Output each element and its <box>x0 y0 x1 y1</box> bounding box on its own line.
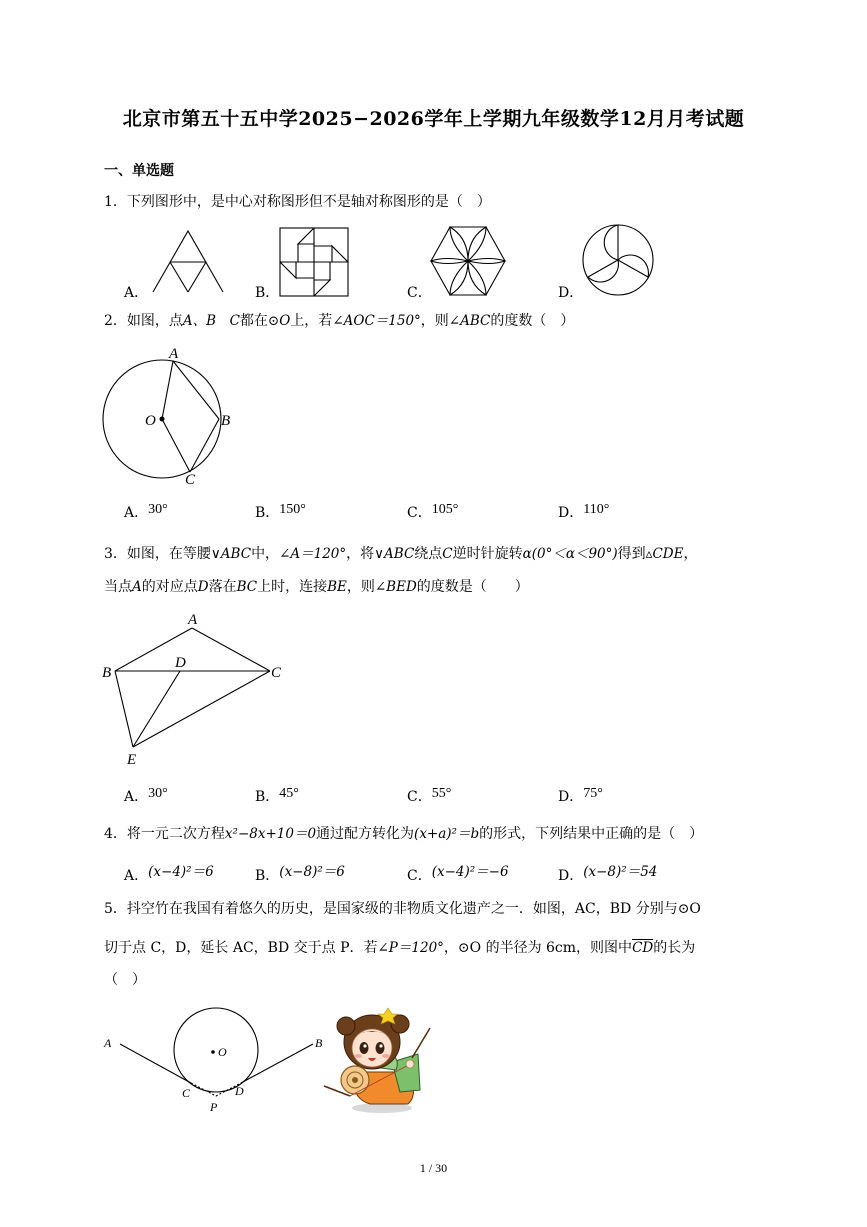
q5-label-b: B <box>315 1036 323 1050</box>
q4-option-a: A．(x−4)²＝6 <box>124 864 214 884</box>
q4-option-c: C．(x−4)²＝−6 <box>407 864 509 884</box>
q2-label-o: O <box>145 413 156 429</box>
q3-label-c: C <box>271 665 282 681</box>
q1-option-a-label: A． <box>124 285 149 301</box>
q5-label-o: O <box>218 1045 227 1059</box>
q3-label-d: D <box>175 655 186 671</box>
q5-label-p: P <box>210 1100 218 1114</box>
q4-option-d: D．(x−8)²＝54 <box>558 864 658 884</box>
q3-line1: 3．如图，在等腰∨ABC中，∠A＝120°，将∨ABC绕点C逆时针旋转α(0°＜α＜90°)得到▵CDE， <box>104 546 698 562</box>
q5-line3: （ ） <box>104 972 146 988</box>
page-title: 北京市第五十五中学2025−2026学年上学期九年级数学12月月考试题 <box>122 108 745 130</box>
q3-option-d: D．75° <box>558 786 603 805</box>
q3-label-a: A <box>188 612 198 628</box>
q3-option-c: C．55° <box>407 786 452 805</box>
q1-option-c-label: C． <box>407 285 432 301</box>
q2-option-a: A．30° <box>124 502 168 521</box>
q2-option-d: D．110° <box>558 502 610 521</box>
q1-text: 1．下列图形中，是中心对称图形但不是轴对称图形的是（ ） <box>104 194 491 210</box>
section-heading: 一、单选题 <box>104 163 174 179</box>
q3-line2: 当点A的对应点D落在BC上时，连接BE，则∠BED的度数是（ ） <box>104 579 529 595</box>
q2-label-b: B <box>221 413 231 429</box>
q5-line1: 5．抖空竹在我国有着悠久的历史，是国家级的非物质文化遗产之一．如图，AC，BD 分别与⊙O <box>104 901 701 917</box>
diabolo-girl-illustration <box>322 1000 434 1115</box>
page-number: 1 / 30 <box>419 1161 448 1175</box>
q2-option-c: C．105° <box>407 502 459 521</box>
q3-option-b: B．45° <box>255 786 299 805</box>
q1-figure-a <box>150 228 226 294</box>
q1-figure-b <box>278 226 350 298</box>
q2-label-c: C <box>185 472 196 486</box>
q4-text: 4．将一元二次方程x²−8x+10＝0通过配方转化为(x+a)²＝b的形式，下列结果中正确的是（ ） <box>104 826 704 842</box>
q2-label-a: A <box>169 346 179 362</box>
q1-option-d-label: D． <box>558 285 584 301</box>
q4-option-b: B．(x−8)²＝6 <box>255 864 345 884</box>
q1-figure-c <box>428 224 508 298</box>
q2-option-b: B．150° <box>255 502 306 521</box>
q3-label-b: B <box>102 665 112 681</box>
q5-line2: 切于点 C，D，延长 AC，BD 交于点 P．若∠P＝120°，⊙O 的半径为 6cm，则图中$\overline{CD}$的长为 <box>104 940 696 956</box>
q1-figure-d <box>580 222 656 298</box>
q2-figure <box>98 344 238 486</box>
q5-label-c: C <box>182 1086 191 1100</box>
q5-figure <box>100 1000 330 1120</box>
q1-option-b-label: B． <box>255 285 280 301</box>
q5-label-a: A <box>104 1036 112 1050</box>
q3-option-a: A．30° <box>124 786 168 805</box>
q3-figure <box>100 610 290 770</box>
q2-text: 2．如图，点A、B C都在⊙O上，若∠AOC＝150°，则∠ABC的度数（ ） <box>104 313 575 329</box>
q3-label-e: E <box>127 752 137 768</box>
q5-label-d: D <box>235 1084 244 1098</box>
